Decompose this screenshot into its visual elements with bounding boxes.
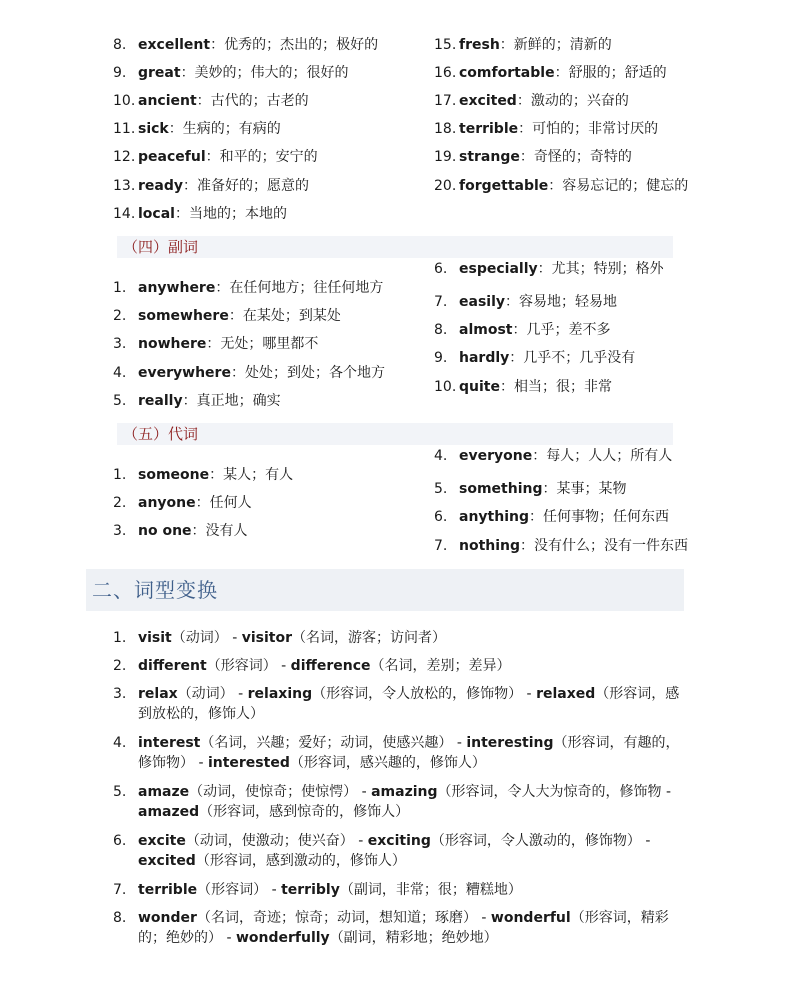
list-item: 19. strange：奇怪的；奇特的 — [434, 149, 632, 165]
list-item: 2. anyone：任何人 — [113, 495, 252, 511]
list-item: 9. hardly：几乎不；几乎没有 — [434, 350, 636, 366]
list-item: 17. excited：激动的；兴奋的 — [434, 93, 629, 109]
list-item: 4. interest（名词，兴趣；爱好；动词，使感兴趣） - interesting（形容词，有趣的，修饰物） - interested（形容词，感兴趣的，修饰人） — [113, 735, 680, 771]
list-item: 1. someone：某人；有人 — [113, 467, 294, 483]
list-item: 3. no one：没有人 — [113, 523, 248, 539]
list-item: 5. amaze（动词，使惊奇；使惊愕） - amazing（形容词，令人大为惊奇的，修饰物 - amazed（形容词，感到惊奇的，修饰人） — [113, 784, 672, 820]
list-item: 1. anywhere：在任何地方；往任何地方 — [113, 280, 384, 296]
list-item: 4. everywhere：处处；到处；各个地方 — [113, 365, 385, 381]
list-item: 12. peaceful：和平的；安宁的 — [113, 149, 318, 165]
list-item: 14. local：当地的；本地的 — [113, 206, 287, 222]
list-item: 15. fresh：新鲜的；清新的 — [434, 37, 612, 53]
list-item: 3. relax（动词） - relaxing（形容词，令人放松的，修饰物） - relaxed（形容词，感到放松的，修饰人） — [113, 686, 680, 722]
list-item: 9. great：美妙的；伟大的；很好的 — [113, 65, 349, 81]
list-item: 2. somewhere：在某处；到某处 — [113, 308, 341, 324]
list-item: 6. anything：任何事物；任何东西 — [434, 509, 669, 525]
list-item: 11. sick：生病的；有病的 — [113, 121, 281, 137]
adverbs-heading: （四）副词 — [117, 236, 673, 258]
list-item: 5. really：真正地；确实 — [113, 393, 281, 409]
list-item: 8. wonder（名词，奇迹；惊奇；动词，想知道；琢磨） - wonderful（形容词，精彩的；绝妙的） - wonderfully（副词，精彩地；绝妙地） — [113, 910, 669, 946]
list-item: 8. almost：几乎；差不多 — [434, 322, 611, 338]
list-item: 20. forgettable：容易忘记的；健忘的 — [434, 178, 689, 194]
list-item: 7. terrible（形容词） - terribly（副词，非常；很；糟糕地） — [113, 882, 522, 898]
list-item: 10. ancient：古代的；古老的 — [113, 93, 309, 109]
list-item: 3. nowhere：无处；哪里都不 — [113, 336, 319, 352]
list-item: 7. nothing：没有什么；没有一件东西 — [434, 538, 689, 554]
list-item: 1. visit（动词） - visitor（名词，游客；访问者） — [113, 630, 446, 646]
pronouns-heading: （五）代词 — [117, 423, 673, 445]
list-item: 18. terrible：可怕的；非常讨厌的 — [434, 121, 659, 137]
list-item: 10. quite：相当；很；非常 — [434, 379, 612, 395]
list-item: 16. comfortable：舒服的；舒适的 — [434, 65, 667, 81]
list-item: 7. easily：容易地；轻易地 — [434, 294, 617, 310]
list-item: 6. excite（动词，使激动；使兴奋） - exciting（形容词，令人激动的，修饰物） - excited（形容词，感到激动的，修饰人） — [113, 833, 651, 869]
list-item: 5. something：某事；某物 — [434, 481, 627, 497]
list-item: 8. excellent：优秀的；杰出的；极好的 — [113, 37, 379, 53]
section2-heading: 二、词型变换 — [86, 569, 684, 611]
list-item: 6. especially：尤其；特别；格外 — [434, 261, 664, 277]
list-item: 2. different（形容词） - difference（名词，差别；差异） — [113, 658, 511, 674]
list-item: 13. ready：准备好的；愿意的 — [113, 178, 309, 194]
list-item: 4. everyone：每人；人人；所有人 — [434, 448, 673, 464]
